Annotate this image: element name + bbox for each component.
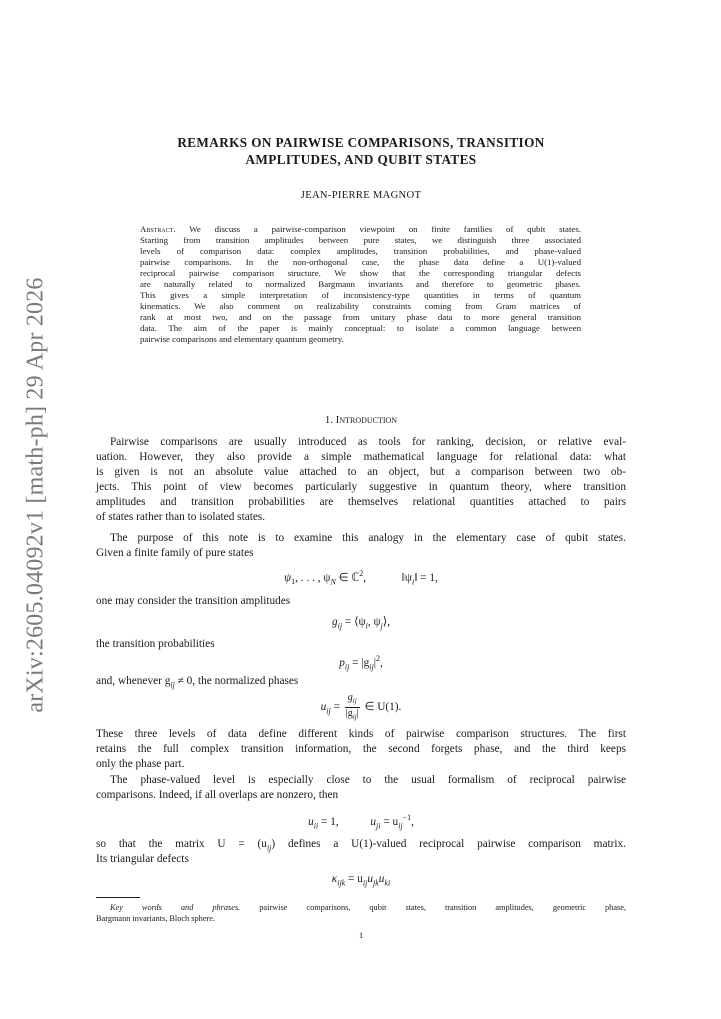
footnote — [96, 902, 626, 924]
text-line: Its triangular defects — [96, 853, 189, 866]
equation-normalized-phases: $u_{ij}$ = $\frac{g_{ij}}{|g_{ij}|}$ ∈ U(1). — [320, 692, 402, 721]
footnote-rule — [96, 897, 140, 898]
paragraph-5: so that the matrix $U = (u_{ij})$ defines a U(1)-valued reciprocal pairwise comparison matrix. Its triangular defects — [96, 837, 626, 867]
abstract-line: levels of comparison data: complex amplitudes, transition probabilities, and phase-valued — [140, 246, 581, 257]
text-line: is given is not an absolute value attached to an object, but a comparison between two ob- — [96, 466, 626, 479]
equation-probabilities: $p_{ij} = |g_{ij}|^2$, — [339, 654, 383, 672]
paper-title — [96, 134, 626, 168]
footnote-text: pairwise comparisons, qubit states, transition amplitudes, geometric phase, — [240, 903, 626, 912]
text-line: uation. However, they also provide a simple mathematical language for relational data: what — [96, 451, 626, 464]
text-line: of states rather than to isolated states. — [96, 511, 266, 524]
section-title: Introduction — [335, 414, 398, 426]
abstract-line: This gives a simple interpretation of inconsistency-type quantities in terms of quantum — [140, 290, 581, 301]
abstract-label: Abstract. — [140, 224, 176, 234]
title-line-2: AMPLITUDES, AND QUBIT STATES — [245, 152, 477, 167]
equation-reciprocity: $u_{ii} = 1$, $u_{ji} = u_{ij}^{-1}$, — [308, 813, 414, 831]
footnote-label: Key words and phrases. — [110, 903, 241, 912]
text-line: These three levels of data define different kinds of pairwise comparison structures. The first — [96, 728, 626, 740]
abstract-line: data. The aim of the paper is mainly conceptual: to isolate a common language between — [140, 323, 581, 334]
paragraph-4 — [96, 773, 626, 803]
abstract-line: kinematics. We also comment on realizability constraints coming from Gram matrices of — [140, 301, 581, 312]
text-line: The phase-valued level is especially close to the usual formalism of reciprocal pairwise — [110, 774, 626, 786]
paragraph-2 — [96, 531, 626, 561]
equation-states: $\psi_1$, . . . , $\psi_N$ ∈ ℂ$^2$, $‖\psi_i‖ = 1$, — [284, 569, 438, 587]
abstract-line: pairwise comparisons. In the non-orthogonal case, the phase data define a U(1)-valued — [140, 257, 581, 268]
page-number: 1 — [358, 930, 364, 940]
text-line: Pairwise comparisons are usually introduced as tools for ranking, decision, or relative eval- — [110, 436, 626, 448]
text-line: retains the full complex transition information, the second forgets phase, and the third keeps — [96, 743, 626, 756]
section-number: 1. — [324, 414, 334, 426]
footnote-text: Bargmann invariants, Bloch sphere. — [96, 914, 215, 923]
text-line: jects. This point of view becomes particularly suggestive in quantum theory, where transition — [96, 481, 626, 494]
equation-triangular-defects: $\kappa_{ijk} = u_{ij}u_{jk}u_{ki}$ — [331, 873, 391, 888]
paragraph-after-eq3: and, whenever $g_{ij} \ne 0$, the normalized phases — [96, 675, 299, 690]
text-line: Given a finite family of pure states — [96, 547, 254, 560]
abstract-line: rank at most two, and on the passage from unitary phase data to more general transition — [140, 312, 581, 323]
text-line: one may consider the transition amplitudes — [96, 595, 291, 607]
text-line: amplitudes and transition probabilities are themselves relational quantities attached to pairs — [96, 496, 626, 509]
title-line-1: REMARKS ON PAIRWISE COMPARISONS, TRANSITION — [177, 135, 545, 150]
paragraph-3 — [96, 727, 626, 772]
abstract — [140, 224, 581, 346]
arxiv-identifier-text: arXiv:2605.04092v1 [math-ph] 29 Apr 2026 — [22, 277, 49, 713]
abstract-line: reciprocal pairwise comparison structure. We show that the corresponding triangular defects — [140, 268, 581, 279]
abstract-line: We discuss a pairwise-comparison viewpoint on finite families of qubit states. — [175, 224, 581, 234]
abstract-line: pairwise comparisons and elementary quantum geometry. — [140, 334, 344, 345]
abstract-line: are naturally related to normalized Bargmann invariants and therefore to geometric phases. — [140, 279, 581, 290]
text-line: The purpose of this note is to examine this analogy in the elementary case of qubit states. — [110, 532, 626, 544]
abstract-line: Starting from transition amplitudes between pure states, we distinguish three associated — [140, 235, 581, 246]
text-line: only the phase part. — [96, 758, 185, 771]
paragraph-after-eq2 — [96, 637, 626, 652]
paragraph-1 — [96, 435, 626, 526]
author-name: JEAN-PIERRE MAGNOT — [300, 190, 422, 201]
paragraph-after-eq1 — [96, 594, 626, 609]
equation-amplitudes: $g_{ij}$ = $⟨\psi_i$, $\psi_j⟩$, — [331, 616, 391, 631]
text-line: comparisons. Indeed, if all overlaps are nonzero, then — [96, 789, 339, 802]
arxiv-identifier — [16, 277, 56, 713]
section-heading — [96, 414, 626, 426]
text-line: the transition probabilities — [96, 638, 215, 650]
